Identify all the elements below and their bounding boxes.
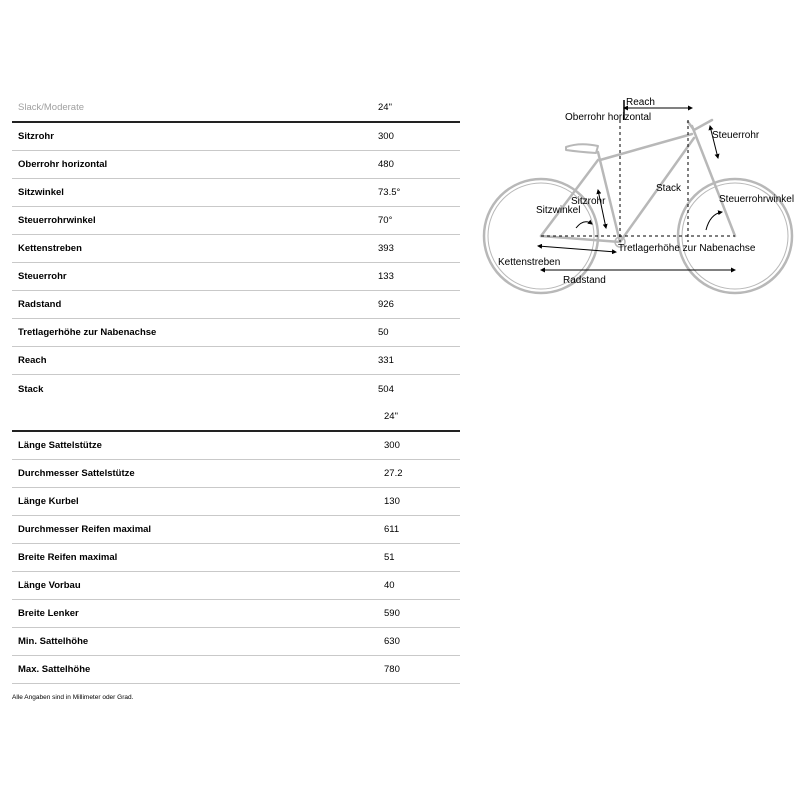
- row-label: Sitzrohr: [18, 131, 54, 142]
- row-label: Reach: [18, 355, 47, 366]
- table-row: [12, 432, 460, 460]
- row-value: 780: [384, 664, 400, 675]
- row-label: Länge Vorbau: [18, 580, 81, 591]
- label-seat-angle: Sitzwinkel: [536, 205, 581, 216]
- footnote: Alle Angaben sind in Millimeter oder Grad.: [12, 694, 134, 701]
- bike-geometry-diagram: [480, 90, 800, 300]
- table-row: [12, 179, 460, 207]
- row-value: 480: [378, 159, 394, 170]
- table-row: [12, 319, 460, 347]
- label-bb-drop: Tretlagerhöhe zur Nabenachse: [618, 243, 756, 254]
- label-chainstays: Kettenstreben: [498, 257, 561, 268]
- row-label: Tretlagerhöhe zur Nabenachse: [18, 327, 157, 338]
- table-row: [12, 207, 460, 235]
- row-value: 70°: [378, 215, 393, 226]
- row-value: 27.2: [384, 468, 403, 479]
- table-row: [12, 656, 460, 684]
- table-row: [12, 347, 460, 375]
- bike-frame: [541, 120, 735, 247]
- row-value: 300: [384, 440, 400, 451]
- table-row: [12, 628, 460, 656]
- table-row: [12, 460, 460, 488]
- geometry-table-header: [12, 94, 460, 123]
- label-stack: Stack: [656, 183, 682, 194]
- table-row: [12, 263, 460, 291]
- row-label: Stack: [18, 383, 44, 395]
- row-label: Radstand: [18, 299, 62, 310]
- row-label: Durchmesser Reifen maximal: [18, 524, 152, 535]
- row-label: Durchmesser Sattelstütze: [18, 468, 135, 479]
- table-row: [12, 375, 460, 403]
- table-row: [12, 291, 460, 319]
- row-value: 130: [384, 496, 400, 507]
- size-column-header: 24": [384, 411, 398, 422]
- row-label: Kettenstreben: [18, 243, 82, 254]
- row-value: 51: [384, 552, 395, 563]
- table-row: [12, 572, 460, 600]
- table-row: [12, 488, 460, 516]
- row-value: 590: [384, 608, 400, 619]
- row-label: Sitzwinkel: [18, 187, 64, 198]
- row-label: Länge Sattelstütze: [18, 440, 102, 451]
- label-head-tube: Steuerrohr: [712, 130, 760, 141]
- table-row: [12, 600, 460, 628]
- size-column-header: 24": [378, 102, 392, 113]
- table-row: [12, 516, 460, 544]
- row-label: Min. Sattelhöhe: [18, 636, 89, 647]
- table-row: [12, 235, 460, 263]
- table-row: [12, 151, 460, 179]
- row-label: Breite Lenker: [18, 608, 79, 619]
- row-label: Steuerrohr: [18, 271, 67, 282]
- row-label: Länge Kurbel: [18, 496, 79, 507]
- row-label: Breite Reifen maximal: [18, 552, 118, 563]
- row-value: 331: [378, 355, 394, 366]
- row-value: 133: [378, 271, 394, 282]
- row-label: Max. Sattelhöhe: [18, 664, 91, 675]
- label-seat-tube: Sitzrohr: [571, 196, 606, 207]
- label-top-tube: Oberrohr horizontal: [565, 112, 652, 123]
- row-value: 611: [384, 524, 400, 535]
- row-value: 300: [378, 131, 394, 142]
- row-label: Steuerrohrwinkel: [18, 215, 96, 226]
- row-label: Oberrohr horizontal: [18, 159, 108, 170]
- row-value: 504: [378, 383, 394, 395]
- geometry-table: [12, 94, 460, 684]
- table-row: [12, 123, 460, 151]
- label-wheelbase: Radstand: [563, 275, 606, 286]
- row-value: 630: [384, 636, 400, 647]
- components-table-header: [12, 403, 460, 432]
- row-value: 50: [378, 327, 389, 338]
- row-value: 393: [378, 243, 394, 254]
- model-name: Slack/Moderate: [18, 102, 85, 113]
- label-head-angle: Steuerrohrwinkel: [719, 194, 795, 205]
- table-row: [12, 544, 460, 572]
- row-value: 73.5°: [378, 187, 401, 198]
- row-value: 926: [378, 299, 394, 310]
- row-value: 40: [384, 580, 395, 591]
- label-reach: Reach: [626, 97, 655, 108]
